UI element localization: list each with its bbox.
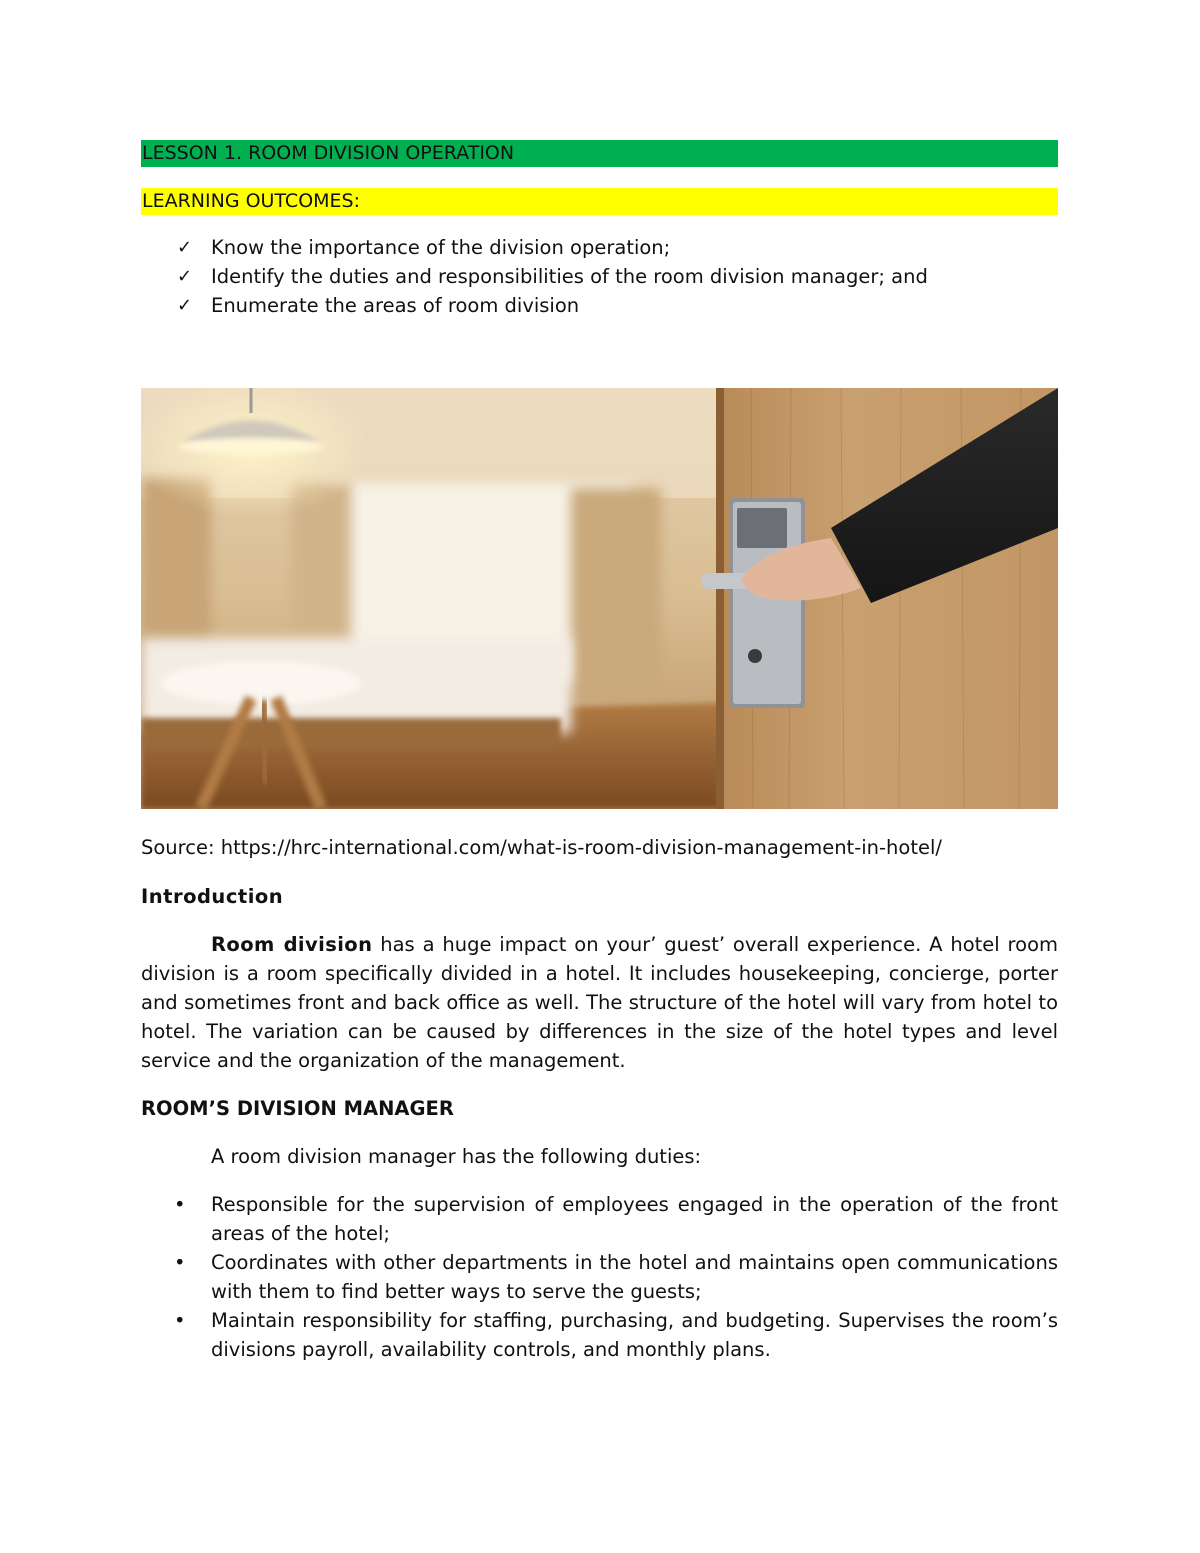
page-content <box>141 140 1058 1364</box>
introduction-text: has a huge impact on your’ guest’ overall experience. A hotel room division is a room specifically divided in a hotel. It includes housekeeping, concierge, porter and sometimes front and back office as well. The structure of the hotel will vary from hotel to hotel. The variation can be caused by differences in the size of the hotel types and level service and the organization of the management. <box>141 933 1058 1072</box>
learning-outcomes-heading: LEARNING OUTCOMES: <box>141 188 1058 215</box>
introduction-heading: Introduction <box>141 885 284 908</box>
learning-outcomes-list <box>141 233 1058 320</box>
bullet-icon: • <box>174 1251 186 1274</box>
outcome-item <box>141 233 1058 262</box>
duty-text: Coordinates with other departments in the hotel and maintains open communications with them to find better ways to serve the guests; <box>211 1251 1058 1303</box>
outcome-text: Identify the duties and responsibilities of the room division manager; and <box>211 265 928 288</box>
introduction-paragraph <box>141 930 1058 1075</box>
duty-item <box>141 1306 1058 1364</box>
duty-text: Responsible for the supervision of employees engaged in the operation of the front areas of the hotel; <box>211 1193 1058 1245</box>
checkmark-icon: ✓ <box>177 237 193 258</box>
outcome-text: Know the importance of the division operation; <box>211 236 671 259</box>
bullet-icon: • <box>174 1193 186 1216</box>
photo-illustration <box>141 388 1058 809</box>
outcome-item <box>141 291 1058 320</box>
outcome-item <box>141 262 1058 291</box>
duty-item <box>141 1248 1058 1306</box>
duty-text: Maintain responsibility for staffing, purchasing, and budgeting. Supervises the room’s divisions payroll, availability controls, and monthly plans. <box>211 1309 1058 1361</box>
lesson-title: LESSON 1. ROOM DIVISION OPERATION <box>141 140 1058 167</box>
image-source-caption: Source: https://hrc-international.com/what-is-room-division-management-in-hotel/ <box>141 836 942 859</box>
duties-intro: A room division manager has the following duties: <box>211 1145 702 1168</box>
outcome-text: Enumerate the areas of room division <box>211 294 580 317</box>
checkmark-icon: ✓ <box>177 266 193 287</box>
duty-item <box>141 1190 1058 1248</box>
bullet-icon: • <box>174 1309 186 1332</box>
room-division-term: Room division <box>211 933 373 956</box>
duties-list <box>141 1190 1058 1364</box>
checkmark-icon: ✓ <box>177 295 193 316</box>
hotel-room-door-photo <box>141 388 1058 809</box>
room-division-manager-heading: ROOM’S DIVISION MANAGER <box>141 1097 454 1120</box>
